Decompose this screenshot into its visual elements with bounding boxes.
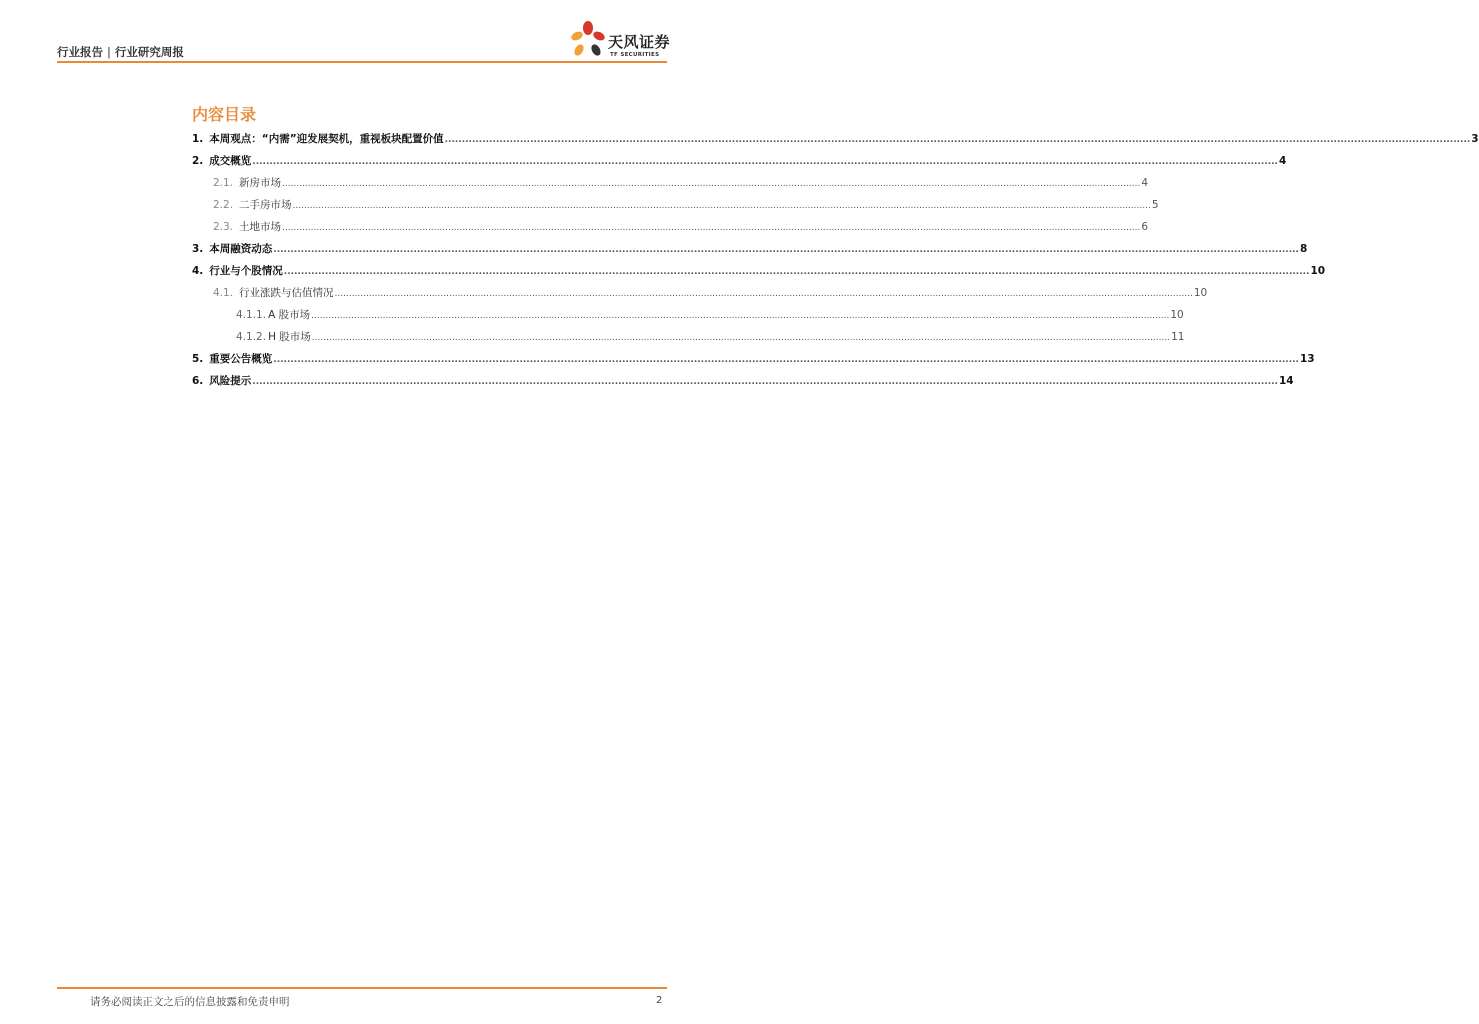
flower-logo-icon: [568, 20, 608, 62]
toc-entry-number: 6.: [192, 375, 204, 387]
toc-entry-text: 新房市场: [239, 177, 282, 189]
toc-entry-page: 4: [1278, 155, 1287, 167]
toc-entry-text: 本周观点：“内需”迎发展契机，重视板块配置价值: [209, 133, 444, 145]
toc-entry-page: 13: [1299, 353, 1315, 365]
toc-leader-dots: ............................................................................................................................................................................................................................................................................................................: [252, 157, 1278, 167]
toc-leader-dots: ............................................................................................................................................................................................................................................................................................................: [334, 289, 1193, 299]
toc-entry-text: 风险提示: [209, 375, 252, 387]
company-logo: [568, 20, 678, 62]
toc-leader-dots: ............................................................................................................................................................................................................................................................................................................: [311, 311, 1170, 321]
toc-entry-page: 10: [1170, 309, 1184, 321]
toc-entry[interactable]: [213, 285, 1208, 305]
logo-name-cn: 天风证券: [608, 33, 671, 51]
report-header: [57, 44, 184, 60]
toc-entry-text: 二手房市场: [239, 199, 292, 211]
toc-entry-number: 4.1.: [213, 287, 234, 299]
toc-entry-page: 10: [1310, 265, 1326, 277]
footer-rule: [57, 987, 667, 989]
toc-entry-page: 14: [1278, 375, 1294, 387]
toc-entry-text: 本周融资动态: [209, 243, 273, 255]
toc-entry-page: 10: [1193, 287, 1208, 299]
toc-leader-dots: ............................................................................................................................................................................................................................................................................................................: [273, 355, 1299, 365]
toc-entry-text: 重要公告概览: [209, 353, 273, 365]
toc-entry-page: 6: [1141, 221, 1148, 233]
toc-leader-dots: ............................................................................................................................................................................................................................................................................................................: [282, 179, 1141, 189]
toc-entry-text: H 股市场: [268, 331, 311, 343]
toc-leader-dots: ............................................................................................................................................................................................................................................................................................................: [282, 223, 1141, 233]
toc-leader-dots: ............................................................................................................................................................................................................................................................................................................: [311, 333, 1171, 343]
toc-leader-dots: ............................................................................................................................................................................................................................................................................................................: [444, 135, 1471, 145]
toc-leader-dots: ............................................................................................................................................................................................................................................................................................................: [292, 201, 1151, 211]
toc-leader-dots: ............................................................................................................................................................................................................................................................................................................: [283, 267, 1310, 277]
toc-entry-page: 3: [1471, 133, 1479, 145]
toc-leader-dots: ............................................................................................................................................................................................................................................................................................................: [252, 377, 1278, 387]
toc-entry-number: 2.: [192, 155, 204, 167]
toc-entry-number: 2.3.: [213, 221, 234, 233]
logo-name-en: TF SECURITIES: [610, 52, 660, 58]
header-separator: |: [107, 45, 111, 59]
toc-entry[interactable]: [213, 219, 1148, 239]
toc-entry-text: 土地市场: [239, 221, 282, 233]
report-name: 行业研究周报: [114, 45, 184, 59]
toc-entry-number: 4.1.2.: [236, 331, 267, 343]
toc-entry-page: 5: [1151, 199, 1159, 211]
toc-entry-page: 11: [1171, 331, 1185, 343]
toc-entry-number: 1.: [192, 133, 204, 145]
toc-entry[interactable]: [213, 175, 1148, 195]
toc-entry[interactable]: [192, 131, 1479, 151]
report-type: 行业报告: [57, 45, 103, 59]
toc-entry[interactable]: [236, 307, 1184, 327]
toc-entry-number: 3.: [192, 243, 204, 255]
toc-entry[interactable]: [192, 241, 1308, 261]
toc-entry[interactable]: [213, 197, 1159, 217]
toc-entry-page: 4: [1141, 177, 1148, 189]
toc-leader-dots: ............................................................................................................................................................................................................................................................................................................: [273, 245, 1299, 255]
toc-entry[interactable]: [236, 329, 1185, 349]
toc-entry[interactable]: [192, 153, 1287, 173]
page-number: 2: [656, 995, 663, 1006]
toc-entry-text: A 股市场: [268, 309, 311, 321]
toc-entry[interactable]: [192, 263, 1326, 283]
toc-entry-number: 4.: [192, 265, 204, 277]
toc-entry[interactable]: [192, 351, 1315, 371]
toc-entry-text: 行业涨跌与估值情况: [239, 287, 334, 299]
footer-disclaimer: 请务必阅读正文之后的信息披露和免责申明: [90, 996, 290, 1008]
toc-entry-number: 2.1.: [213, 177, 234, 189]
toc-title: 内容目录: [192, 105, 257, 124]
toc-entry-text: 行业与个股情况: [209, 265, 283, 277]
toc-entry-number: 2.2.: [213, 199, 234, 211]
toc-entry-number: 5.: [192, 353, 204, 365]
toc-entry-number: 4.1.1.: [236, 309, 267, 321]
toc-entry-page: 8: [1299, 243, 1308, 255]
toc-entry-text: 成交概览: [209, 155, 252, 167]
toc-entry[interactable]: [192, 373, 1294, 393]
